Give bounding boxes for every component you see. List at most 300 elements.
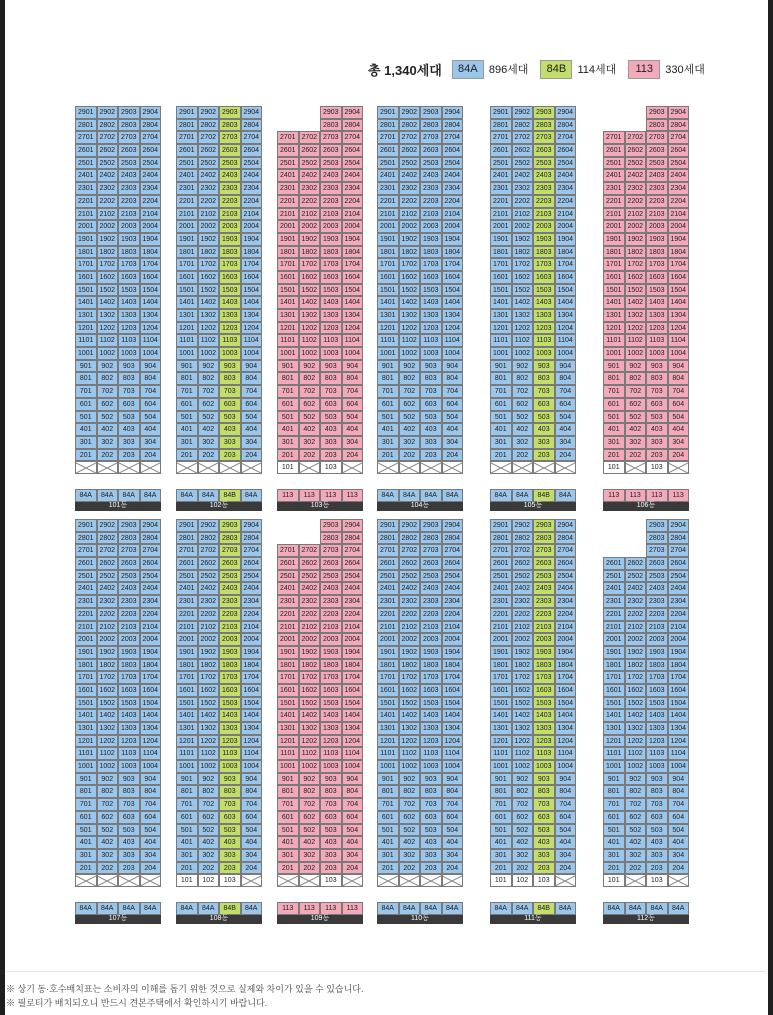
building-106 bbox=[603, 106, 689, 511]
unit-type-label: 84A bbox=[377, 902, 399, 915]
unit-cell: 301 bbox=[176, 436, 198, 449]
unit-cell: 2703 bbox=[219, 131, 241, 144]
unit-cell: 1304 bbox=[555, 309, 577, 322]
unit-cell: 1101 bbox=[490, 334, 512, 347]
unit-cell: 2702 bbox=[97, 544, 119, 557]
unit-cell: 2101 bbox=[490, 208, 512, 221]
unit-cell: 801 bbox=[277, 372, 299, 385]
unit-cell: 2703 bbox=[646, 131, 668, 144]
unit-cell: 1903 bbox=[118, 233, 140, 246]
unit-cell: 1003 bbox=[320, 347, 342, 360]
unit-type-legend bbox=[368, 60, 717, 78]
unit-cell: 1301 bbox=[176, 722, 198, 735]
unit-cell: 2404 bbox=[442, 582, 464, 595]
unit-cell: 1103 bbox=[533, 334, 555, 347]
unit-cell: 802 bbox=[512, 785, 534, 798]
unit-cell: 1203 bbox=[219, 735, 241, 748]
empty-cell bbox=[603, 519, 625, 532]
unit-cell: 2002 bbox=[97, 220, 119, 233]
unit-cell: 801 bbox=[490, 372, 512, 385]
unit-cell: 702 bbox=[512, 798, 534, 811]
unit-cell: 2804 bbox=[241, 532, 263, 545]
unit-cell: 304 bbox=[140, 436, 162, 449]
unit-cell: 602 bbox=[97, 398, 119, 411]
unit-cell: 1904 bbox=[140, 646, 162, 659]
empty-cell bbox=[299, 106, 321, 119]
unit-cell: 203 bbox=[219, 862, 241, 875]
unit-grid bbox=[277, 519, 363, 887]
unit-cell: 703 bbox=[219, 385, 241, 398]
unit-cell: 2304 bbox=[442, 182, 464, 195]
unit-cell: 2201 bbox=[490, 608, 512, 621]
unit-cell: 1103 bbox=[533, 747, 555, 760]
unit-cell: 201 bbox=[490, 449, 512, 462]
unit-cell: 2004 bbox=[668, 220, 690, 233]
unit-cell: 803 bbox=[646, 372, 668, 385]
unit-cell: 1401 bbox=[75, 709, 97, 722]
unit-cell: 1801 bbox=[603, 246, 625, 259]
unit-cell: 2804 bbox=[342, 532, 364, 545]
unit-type-label: 84A bbox=[97, 902, 119, 915]
unit-cell: 2203 bbox=[646, 195, 668, 208]
unit-cell: 1802 bbox=[512, 246, 534, 259]
unit-cell: 2203 bbox=[533, 195, 555, 208]
unit-cell: 2603 bbox=[219, 557, 241, 570]
unit-cell: 202 bbox=[399, 449, 421, 462]
unit-cell: 203 bbox=[320, 449, 342, 462]
unit-cell: 1302 bbox=[399, 309, 421, 322]
unit-cell: 2204 bbox=[241, 608, 263, 621]
unit-cell: 302 bbox=[512, 436, 534, 449]
unit-cell: 202 bbox=[97, 449, 119, 462]
unit-cell: 2504 bbox=[342, 157, 364, 170]
empty-cell bbox=[625, 532, 647, 545]
unit-cell: 1001 bbox=[176, 760, 198, 773]
unit-cell: 1501 bbox=[75, 697, 97, 710]
unit-cell: 1601 bbox=[277, 271, 299, 284]
unit-cell: 2101 bbox=[176, 621, 198, 634]
unit-cell: 2504 bbox=[442, 570, 464, 583]
unit-cell: 304 bbox=[342, 436, 364, 449]
unit-cell: 702 bbox=[299, 798, 321, 811]
unit-cell: 204 bbox=[442, 449, 464, 462]
unit-cell: 2104 bbox=[668, 208, 690, 221]
unit-cell: 502 bbox=[299, 411, 321, 424]
unit-cell: 1504 bbox=[442, 697, 464, 710]
unit-cell: 202 bbox=[512, 862, 534, 875]
unit-cell: 2203 bbox=[118, 195, 140, 208]
unit-cell: 401 bbox=[490, 423, 512, 436]
unit-cell: 2601 bbox=[277, 144, 299, 157]
unit-cell: 2202 bbox=[97, 608, 119, 621]
unit-cell: 1702 bbox=[198, 671, 220, 684]
unit-cell: 2602 bbox=[399, 557, 421, 570]
unit-cell: 2704 bbox=[140, 544, 162, 557]
unit-cell: 1603 bbox=[320, 271, 342, 284]
unit-cell: 2702 bbox=[198, 544, 220, 557]
unit-cell: 2804 bbox=[342, 119, 364, 132]
unit-cell: 2601 bbox=[75, 557, 97, 570]
unit-cell: 2301 bbox=[603, 182, 625, 195]
unit-cell: 1404 bbox=[442, 296, 464, 309]
unit-cell: 103 bbox=[646, 874, 668, 887]
unit-cell: 1001 bbox=[603, 347, 625, 360]
unit-cell: 2203 bbox=[533, 608, 555, 621]
unit-cell: 203 bbox=[533, 862, 555, 875]
unit-cell: 2302 bbox=[198, 595, 220, 608]
unit-cell: 1603 bbox=[420, 684, 442, 697]
unit-cell: 2103 bbox=[320, 621, 342, 634]
unit-cell: 303 bbox=[420, 849, 442, 862]
unit-cell: 503 bbox=[219, 824, 241, 837]
unit-cell: 304 bbox=[241, 436, 263, 449]
unit-cell: 2804 bbox=[668, 119, 690, 132]
unit-cell: 1203 bbox=[533, 735, 555, 748]
unit-cell: 2904 bbox=[140, 519, 162, 532]
unit-cell: 303 bbox=[533, 849, 555, 862]
unit-cell: 2402 bbox=[512, 169, 534, 182]
unit-cell: 1903 bbox=[533, 646, 555, 659]
unit-cell: 604 bbox=[342, 398, 364, 411]
unit-cell: 704 bbox=[555, 798, 577, 811]
unit-cell: 2502 bbox=[512, 157, 534, 170]
unit-cell: 1601 bbox=[603, 684, 625, 697]
unit-cell: 404 bbox=[140, 423, 162, 436]
unit-cell: 1501 bbox=[176, 697, 198, 710]
unit-cell: 1801 bbox=[603, 659, 625, 672]
unit-cell: 1901 bbox=[277, 646, 299, 659]
unit-cell: 704 bbox=[668, 798, 690, 811]
unit-cell: 503 bbox=[420, 824, 442, 837]
unit-cell: 2403 bbox=[118, 582, 140, 595]
unit-cell: 2602 bbox=[198, 557, 220, 570]
unit-cell: 1701 bbox=[490, 258, 512, 271]
unit-cell: 2502 bbox=[97, 157, 119, 170]
unit-cell: 503 bbox=[533, 824, 555, 837]
unit-cell: 2604 bbox=[442, 144, 464, 157]
unit-cell: 303 bbox=[320, 849, 342, 862]
unit-type-label: 84A bbox=[490, 489, 512, 502]
unit-cell: 1601 bbox=[377, 684, 399, 697]
unit-cell: 1504 bbox=[241, 697, 263, 710]
unit-cell: 2102 bbox=[625, 208, 647, 221]
unit-cell: 2504 bbox=[140, 570, 162, 583]
piloti-cell bbox=[277, 874, 299, 887]
unit-cell: 1204 bbox=[241, 322, 263, 335]
building-name: 105동 bbox=[490, 501, 576, 511]
unit-cell: 1704 bbox=[342, 258, 364, 271]
unit-cell: 403 bbox=[219, 423, 241, 436]
unit-cell: 604 bbox=[442, 398, 464, 411]
unit-cell: 1304 bbox=[140, 309, 162, 322]
unit-cell: 1603 bbox=[118, 684, 140, 697]
unit-cell: 1404 bbox=[555, 296, 577, 309]
unit-cell: 2703 bbox=[118, 131, 140, 144]
unit-cell: 1501 bbox=[490, 284, 512, 297]
unit-cell: 2504 bbox=[555, 570, 577, 583]
unit-cell: 2803 bbox=[533, 119, 555, 132]
unit-cell: 703 bbox=[320, 385, 342, 398]
unit-cell: 1704 bbox=[442, 671, 464, 684]
unit-cell: 2202 bbox=[198, 608, 220, 621]
unit-cell: 1903 bbox=[420, 233, 442, 246]
unit-cell: 1604 bbox=[241, 684, 263, 697]
unit-cell: 702 bbox=[198, 385, 220, 398]
unit-cell: 1504 bbox=[668, 697, 690, 710]
unit-cell: 2304 bbox=[140, 182, 162, 195]
unit-cell: 103 bbox=[219, 874, 241, 887]
unit-type-label: 84A bbox=[140, 902, 162, 915]
unit-cell: 1704 bbox=[555, 671, 577, 684]
unit-cell: 1702 bbox=[299, 258, 321, 271]
unit-cell: 2901 bbox=[377, 519, 399, 532]
unit-cell: 2803 bbox=[118, 119, 140, 132]
unit-cell: 203 bbox=[320, 862, 342, 875]
unit-cell: 1103 bbox=[420, 747, 442, 760]
unit-cell: 2703 bbox=[320, 131, 342, 144]
unit-cell: 1003 bbox=[646, 760, 668, 773]
unit-cell: 703 bbox=[320, 798, 342, 811]
unit-cell: 602 bbox=[399, 811, 421, 824]
unit-cell: 1302 bbox=[399, 722, 421, 735]
unit-type-label: 113 bbox=[299, 902, 321, 915]
unit-cell: 202 bbox=[625, 449, 647, 462]
unit-cell: 901 bbox=[490, 773, 512, 786]
unit-cell: 402 bbox=[97, 836, 119, 849]
unit-cell: 2201 bbox=[277, 195, 299, 208]
unit-cell: 1702 bbox=[97, 258, 119, 271]
unit-cell: 2401 bbox=[377, 169, 399, 182]
unit-cell: 504 bbox=[140, 824, 162, 837]
unit-cell: 1302 bbox=[198, 722, 220, 735]
unit-cell: 1804 bbox=[442, 659, 464, 672]
unit-cell: 201 bbox=[603, 449, 625, 462]
unit-cell: 303 bbox=[420, 436, 442, 449]
unit-cell: 204 bbox=[668, 449, 690, 462]
unit-cell: 303 bbox=[118, 436, 140, 449]
unit-cell: 301 bbox=[176, 849, 198, 862]
unit-cell: 604 bbox=[668, 398, 690, 411]
unit-cell: 202 bbox=[97, 862, 119, 875]
unit-cell: 1703 bbox=[320, 258, 342, 271]
unit-cell: 802 bbox=[97, 785, 119, 798]
unit-cell: 1503 bbox=[219, 284, 241, 297]
unit-cell: 2101 bbox=[603, 621, 625, 634]
unit-cell: 2004 bbox=[241, 220, 263, 233]
unit-cell: 2001 bbox=[603, 220, 625, 233]
piloti-cell bbox=[555, 874, 577, 887]
unit-cell: 804 bbox=[241, 372, 263, 385]
unit-cell: 603 bbox=[533, 398, 555, 411]
unit-cell: 2603 bbox=[118, 144, 140, 157]
unit-cell: 704 bbox=[140, 385, 162, 398]
unit-cell: 1604 bbox=[668, 684, 690, 697]
unit-cell: 702 bbox=[198, 798, 220, 811]
building-109 bbox=[277, 519, 363, 924]
unit-cell: 1501 bbox=[377, 284, 399, 297]
unit-cell: 1804 bbox=[140, 246, 162, 259]
unit-cell: 2904 bbox=[442, 106, 464, 119]
unit-cell: 401 bbox=[176, 836, 198, 849]
unit-cell: 2403 bbox=[320, 169, 342, 182]
unit-cell: 2302 bbox=[512, 595, 534, 608]
footer-note-1: ※ 상기 동·호수배치표는 소비자의 이해를 돕기 위한 것으로 실제와 차이가 있을 수 있습니다. bbox=[6, 984, 364, 994]
unit-cell: 2404 bbox=[342, 582, 364, 595]
building-110 bbox=[377, 519, 463, 924]
unit-cell: 2701 bbox=[490, 544, 512, 557]
unit-cell: 504 bbox=[555, 824, 577, 837]
unit-cell: 802 bbox=[198, 372, 220, 385]
unit-cell: 1301 bbox=[75, 722, 97, 735]
unit-cell: 701 bbox=[176, 798, 198, 811]
unit-cell: 501 bbox=[377, 824, 399, 837]
unit-cell: 2304 bbox=[241, 595, 263, 608]
unit-cell: 404 bbox=[342, 423, 364, 436]
unit-cell: 2004 bbox=[442, 633, 464, 646]
unit-cell: 1602 bbox=[512, 684, 534, 697]
unit-cell: 1404 bbox=[241, 296, 263, 309]
unit-cell: 2202 bbox=[399, 195, 421, 208]
unit-cell: 1703 bbox=[420, 258, 442, 271]
unit-cell: 2304 bbox=[342, 182, 364, 195]
unit-cell: 1204 bbox=[342, 322, 364, 335]
unit-cell: 1303 bbox=[533, 309, 555, 322]
unit-cell: 303 bbox=[118, 849, 140, 862]
unit-cell: 1702 bbox=[97, 671, 119, 684]
unit-cell: 2203 bbox=[646, 608, 668, 621]
unit-cell: 901 bbox=[277, 360, 299, 373]
unit-cell: 401 bbox=[75, 423, 97, 436]
unit-cell: 2101 bbox=[603, 208, 625, 221]
unit-cell: 2704 bbox=[442, 544, 464, 557]
unit-cell: 1801 bbox=[490, 246, 512, 259]
piloti-cell bbox=[442, 461, 464, 474]
unit-cell: 202 bbox=[399, 862, 421, 875]
building-107 bbox=[75, 519, 161, 924]
building-name: 104동 bbox=[377, 501, 463, 511]
unit-cell: 904 bbox=[140, 773, 162, 786]
unit-cell: 1402 bbox=[299, 296, 321, 309]
unit-cell: 2703 bbox=[219, 544, 241, 557]
unit-type-label: 84A bbox=[442, 489, 464, 502]
unit-cell: 2504 bbox=[140, 157, 162, 170]
unit-cell: 1301 bbox=[176, 309, 198, 322]
unit-cell: 404 bbox=[140, 836, 162, 849]
unit-cell: 2703 bbox=[533, 131, 555, 144]
unit-cell: 1703 bbox=[118, 671, 140, 684]
unit-cell: 1102 bbox=[97, 747, 119, 760]
unit-cell: 2303 bbox=[219, 182, 241, 195]
unit-cell: 702 bbox=[512, 385, 534, 398]
unit-cell: 1103 bbox=[118, 334, 140, 347]
unit-cell: 2004 bbox=[140, 220, 162, 233]
unit-cell: 1104 bbox=[342, 334, 364, 347]
unit-cell: 101 bbox=[176, 874, 198, 887]
unit-cell: 2002 bbox=[399, 633, 421, 646]
unit-cell: 1903 bbox=[420, 646, 442, 659]
unit-cell: 2501 bbox=[176, 570, 198, 583]
unit-type-label: 84A bbox=[668, 902, 690, 915]
unit-cell: 1802 bbox=[399, 246, 421, 259]
unit-cell: 301 bbox=[603, 849, 625, 862]
unit-cell: 2303 bbox=[646, 595, 668, 608]
unit-cell: 2604 bbox=[342, 557, 364, 570]
unit-cell: 2504 bbox=[442, 157, 464, 170]
unit-cell: 2204 bbox=[342, 608, 364, 621]
unit-cell: 403 bbox=[533, 423, 555, 436]
unit-cell: 1904 bbox=[668, 233, 690, 246]
unit-cell: 2002 bbox=[97, 633, 119, 646]
footer-note-2: ※ 필로티가 배치되오니 반드시 견본주택에서 확인하시기 바랍니다. bbox=[6, 998, 268, 1008]
unit-cell: 1202 bbox=[299, 735, 321, 748]
unit-cell: 302 bbox=[299, 436, 321, 449]
unit-cell: 801 bbox=[377, 372, 399, 385]
unit-cell: 1904 bbox=[555, 233, 577, 246]
unit-cell: 1204 bbox=[140, 322, 162, 335]
unit-cell: 1901 bbox=[176, 646, 198, 659]
unit-cell: 2804 bbox=[140, 119, 162, 132]
unit-cell: 704 bbox=[555, 385, 577, 398]
unit-cell: 803 bbox=[219, 785, 241, 798]
unit-cell: 1102 bbox=[198, 747, 220, 760]
unit-cell: 1503 bbox=[646, 284, 668, 297]
building-name: 108동 bbox=[176, 914, 262, 924]
unit-cell: 302 bbox=[97, 436, 119, 449]
unit-type-label: 84A bbox=[198, 489, 220, 502]
unit-type-label: 84A bbox=[555, 902, 577, 915]
unit-cell: 2401 bbox=[176, 582, 198, 595]
unit-cell: 2501 bbox=[603, 157, 625, 170]
unit-cell: 602 bbox=[399, 398, 421, 411]
unit-cell: 1401 bbox=[176, 709, 198, 722]
unit-cell: 2003 bbox=[118, 220, 140, 233]
unit-cell: 2803 bbox=[320, 119, 342, 132]
unit-cell: 2304 bbox=[140, 595, 162, 608]
unit-cell: 1601 bbox=[75, 684, 97, 697]
unit-cell: 2602 bbox=[97, 557, 119, 570]
unit-cell: 1103 bbox=[219, 334, 241, 347]
unit-cell: 1604 bbox=[555, 684, 577, 697]
unit-cell: 201 bbox=[277, 449, 299, 462]
piloti-cell bbox=[140, 874, 162, 887]
unit-cell: 1303 bbox=[320, 722, 342, 735]
unit-cell: 1903 bbox=[646, 646, 668, 659]
unit-cell: 2303 bbox=[533, 595, 555, 608]
unit-cell: 304 bbox=[241, 849, 263, 862]
unit-cell: 1404 bbox=[555, 709, 577, 722]
unit-cell: 2202 bbox=[512, 195, 534, 208]
unit-cell: 2102 bbox=[625, 621, 647, 634]
unit-cell: 1103 bbox=[320, 334, 342, 347]
column-unit-types bbox=[603, 489, 689, 501]
unit-cell: 602 bbox=[625, 398, 647, 411]
empty-cell bbox=[299, 532, 321, 545]
unit-cell: 1702 bbox=[299, 671, 321, 684]
unit-cell: 2203 bbox=[320, 608, 342, 621]
unit-cell: 1603 bbox=[533, 684, 555, 697]
unit-cell: 2303 bbox=[533, 182, 555, 195]
unit-cell: 1801 bbox=[75, 659, 97, 672]
unit-cell: 2001 bbox=[75, 633, 97, 646]
unit-cell: 1603 bbox=[646, 684, 668, 697]
unit-cell: 501 bbox=[603, 824, 625, 837]
piloti-cell bbox=[241, 874, 263, 887]
unit-cell: 702 bbox=[625, 385, 647, 398]
unit-cell: 2402 bbox=[97, 169, 119, 182]
unit-cell: 2404 bbox=[241, 169, 263, 182]
unit-cell: 702 bbox=[399, 385, 421, 398]
unit-cell: 1703 bbox=[219, 258, 241, 271]
